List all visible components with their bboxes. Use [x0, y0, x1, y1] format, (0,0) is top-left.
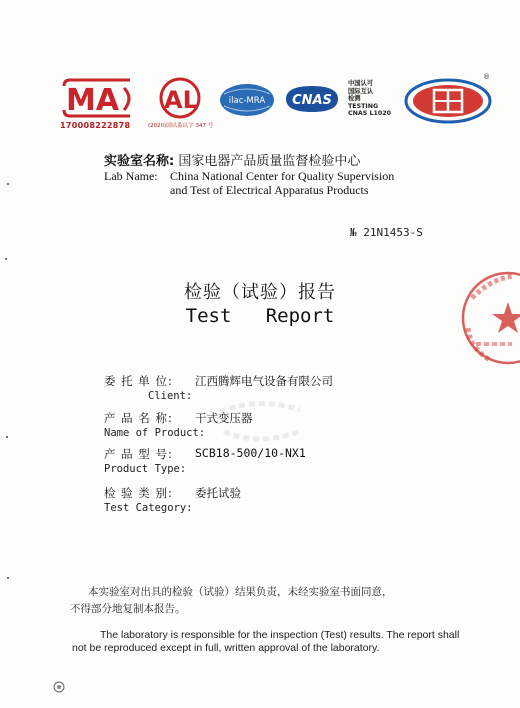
product-name-value: 干式变压器	[195, 411, 253, 425]
scan-speck	[7, 183, 9, 185]
cnas-side-line: 中国认可	[348, 80, 374, 87]
client-value: 江西腾辉电气设备有限公司	[195, 374, 333, 388]
lab-label-en: Lab Name:	[104, 169, 158, 183]
registered-mark: ®	[483, 73, 490, 81]
cnas-side-line: TESTING	[348, 102, 379, 110]
client-label-en: Client:	[148, 390, 193, 402]
product-name-label-cn: 产 品 名 称:	[104, 411, 173, 425]
official-seal-stamp	[452, 268, 520, 368]
test-category-label-en: Test Category:	[104, 502, 193, 514]
cnas-side-text	[348, 80, 408, 118]
lab-value-cn: 国家电器产品质量监督检验中心	[178, 154, 361, 169]
statement-cn-line: 本实验室对出具的检验（试验）结果负责，未经实验室书面同意，	[88, 586, 393, 598]
lab-name-cn	[104, 150, 360, 169]
statement-en-line: The laboratory is responsible for the inspection (Test) results. The report shall	[100, 629, 460, 641]
product-type-label-cn: 产 品 型 号:	[104, 447, 173, 461]
product-type-value: SCB18-500/10-NX1	[195, 446, 306, 460]
ilac-text: ilac-MRA	[228, 96, 266, 106]
svg-text:MA: MA	[66, 83, 120, 118]
cnas-logo	[282, 84, 342, 114]
report-number: № 21N1453-S	[350, 226, 423, 239]
cal-caption: (2020)国认监认字 347 号	[148, 123, 214, 129]
product-type-label-en: Product Type:	[104, 463, 187, 475]
lab-value-en-line2: and Test of Electrical Apparatus Products	[170, 183, 369, 197]
cnas-side-line: 检测	[348, 95, 361, 103]
svg-text:AL: AL	[164, 86, 198, 114]
test-category-label-cn: 检 验 类 别:	[104, 486, 173, 500]
cma-logo	[60, 76, 138, 120]
cal-logo	[150, 76, 210, 120]
statement-en-line: not be reproduced except in full, written approval of the laboratory.	[72, 642, 380, 654]
cnas-text: CNAS	[292, 93, 332, 108]
lab-label-cn: 实验室名称:	[104, 154, 175, 169]
lab-value-en-line1: China National Center for Quality Supervision	[170, 169, 395, 183]
lab-name-en	[104, 169, 394, 184]
client-label-cn: 委 托 单 位:	[104, 374, 173, 388]
cnas-side-line: 国际互认	[348, 87, 374, 95]
scan-speck	[5, 258, 7, 260]
statement-en	[72, 629, 492, 655]
scan-speck	[6, 436, 8, 438]
report-title-cn: 检验（试验）报告	[184, 282, 336, 303]
cnas-side-line: CNAS L1020	[348, 110, 392, 118]
report-title-en: Test Report	[185, 305, 335, 327]
statement-cn-line: 不得部分地复制本报告。	[70, 603, 186, 615]
cma-number: 170008222878	[60, 121, 131, 130]
statement-cn	[70, 584, 470, 618]
test-category-value: 委托试验	[195, 486, 241, 500]
ilac-mra-logo	[218, 82, 276, 118]
product-name-label-en: Name of Product:	[104, 427, 206, 439]
ccic-logo	[404, 78, 492, 124]
scan-speck	[7, 577, 9, 579]
circled-page-mark	[53, 681, 65, 693]
